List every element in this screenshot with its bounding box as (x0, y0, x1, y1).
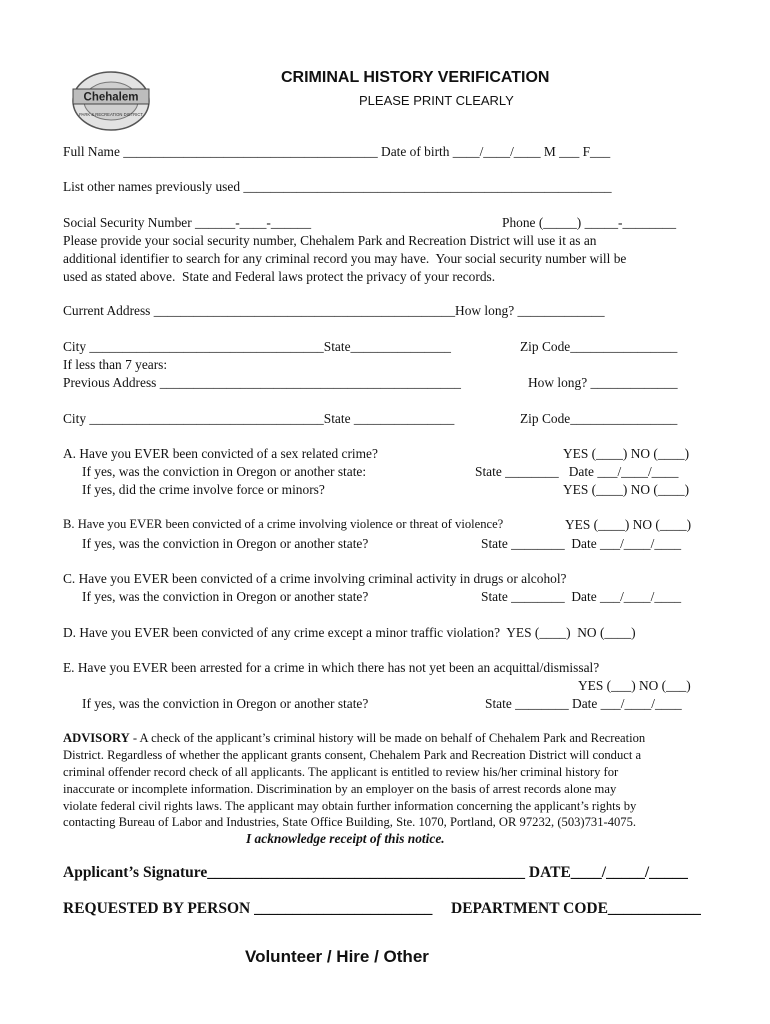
advisory-label: ADVISORY (63, 731, 130, 745)
question-e-state-date[interactable]: State ________ Date ___/____/____ (485, 696, 682, 711)
full-name-field[interactable]: Full Name ______________________________________ Date of birth ____/____/____ M ___ F___ (63, 144, 611, 159)
current-address-field[interactable]: Current Address _____________________________________________How long? _____________ (63, 303, 605, 318)
requested-by-field[interactable]: REQUESTED BY PERSON _______________________ (63, 900, 433, 917)
advisory-line: contacting Bureau of Labor and Industries, State Office Building, Ste. 1070, Portland, OR 97232, (503)731-4075. (63, 815, 637, 829)
how-long-field[interactable]: How long? _____________ (528, 375, 678, 390)
ssn-note-line: additional identifier to search for any criminal record you may have. Your social security number will be (63, 251, 627, 266)
less-than-label: If less than 7 years: (63, 357, 168, 372)
question-e-sub: If yes, was the conviction in Oregon or another state? (82, 696, 369, 711)
question-a-sub: If yes, was the conviction in Oregon or another state: (82, 464, 367, 479)
advisory-line: criminal offender record check of all applicants. The applicant is entitled to review his/her criminal history for (63, 765, 619, 779)
logo-text: Chehalem (83, 91, 139, 104)
question-a-state-date[interactable]: State ________ Date ___/____/____ (475, 464, 679, 479)
city-state-field[interactable]: City ___________________________________State_______________ (63, 339, 451, 354)
other-names-field[interactable]: List other names previously used _______________________________________________________ (63, 179, 612, 194)
advisory-line: District. Regardless of whether the applicant grants consent, Chehalem Park and Recreation District will conduct a (63, 748, 642, 762)
form-subtitle: PLEASE PRINT CLEARLY (359, 93, 514, 108)
question-d[interactable]: D. Have you EVER been convicted of any crime except a minor traffic violation? YES (____) NO (____) (63, 625, 636, 640)
department-code-field[interactable]: DEPARTMENT CODE____________ (451, 900, 701, 917)
phone-field[interactable]: Phone (_____) _____-________ (502, 215, 677, 230)
question-a: A. Have you EVER been convicted of a sex related crime? (63, 446, 378, 461)
question-b-yes-no[interactable]: YES (____) NO (____) (565, 517, 692, 532)
question-a-sub: If yes, did the crime involve force or minors? (82, 482, 325, 497)
applicant-signature-field[interactable]: Applicant’s Signature_________________________________________ DATE____/_____/_____ (63, 864, 688, 881)
advisory-line: violate federal civil rights laws. The applicant may obtain further information concerning the applicant’s rights by (63, 799, 637, 813)
question-b-state-date[interactable]: State ________ Date ___/____/____ (481, 536, 682, 551)
question-b-sub: If yes, was the conviction in Oregon or another state? (82, 536, 369, 551)
advisory-first-line (63, 732, 645, 745)
zip-code-field[interactable]: Zip Code________________ (520, 411, 678, 426)
question-c-sub: If yes, was the conviction in Oregon or another state? (82, 589, 369, 604)
ssn-field[interactable]: Social Security Number ______-____-______ (63, 215, 312, 230)
question-e-yes-no[interactable]: YES (___) NO (___) (578, 678, 691, 693)
category-label: Volunteer / Hire / Other (245, 947, 429, 966)
chehalem-logo (70, 70, 152, 132)
question-a-yes-no[interactable]: YES (____) NO (____) (563, 482, 690, 497)
question-c-state-date[interactable]: State ________ Date ___/____/____ (481, 589, 682, 604)
zip-code-field[interactable]: Zip Code________________ (520, 339, 678, 354)
ssn-note-line: used as stated above. State and Federal laws protect the privacy of your records. (63, 269, 496, 284)
acknowledge-notice: I acknowledge receipt of this notice. (246, 831, 445, 846)
ssn-note-line: Please provide your social security number, Chehalem Park and Recreation District will use it as an (63, 233, 597, 248)
question-a-yes-no[interactable]: YES (____) NO (____) (563, 446, 690, 461)
form-title: CRIMINAL HISTORY VERIFICATION (281, 69, 550, 86)
advisory-line: inaccurate or incomplete information. Discrimination by an employer on the basis of arrest records alone may (63, 782, 617, 796)
previous-address-field[interactable]: Previous Address _____________________________________________ (63, 375, 461, 390)
logo-subtext: PARK & RECREATION DISTRICT (79, 112, 143, 117)
question-c: C. Have you EVER been convicted of a crime involving criminal activity in drugs or alcohol? (63, 571, 567, 586)
question-b: B. Have you EVER been convicted of a crime involving violence or threat of violence? (63, 517, 504, 531)
question-e: E. Have you EVER been arrested for a crime in which there has not yet been an acquittal/dismissal? (63, 660, 600, 675)
city-state-field[interactable]: City ___________________________________State _______________ (63, 411, 455, 426)
advisory-text: - A check of the applicant’s criminal history will be made on behalf of Chehalem Park and Recreation (129, 731, 646, 745)
